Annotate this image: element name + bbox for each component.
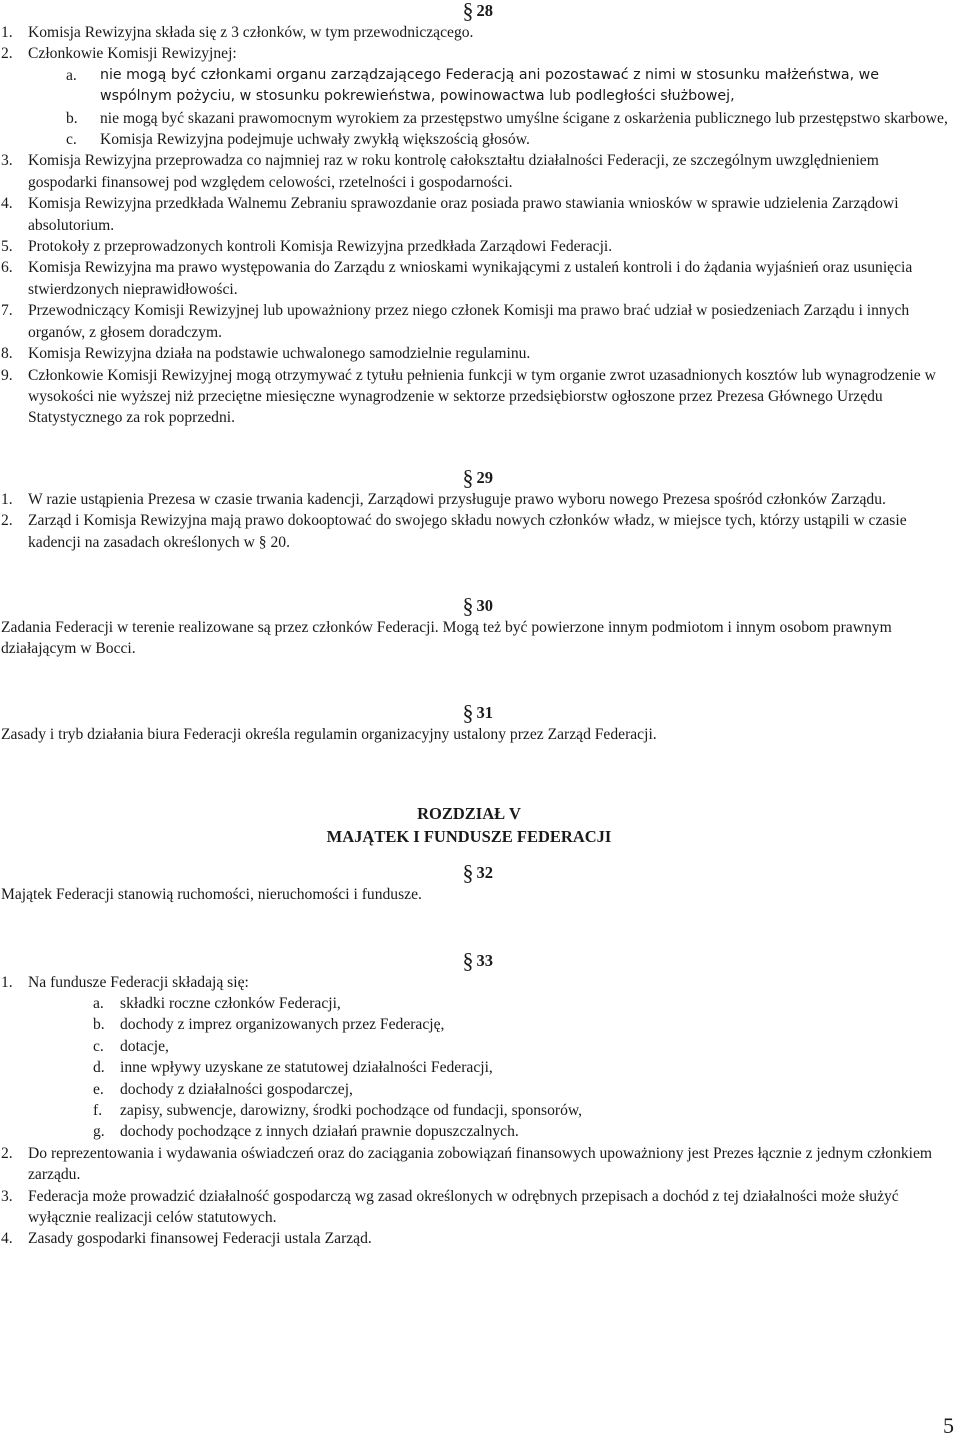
- item-text: Federacja może prowadzić działalność gospodarczą wg zasad określonych w odrębnych przepisach a dochód z tej działalności może służyć wyłącznie realizacji celów statutowych.: [28, 1187, 899, 1227]
- section-heading-29: [0, 464, 948, 490]
- list-item: [0, 365, 948, 429]
- item-letter: b.: [66, 109, 78, 127]
- sub-list-item: [66, 65, 948, 108]
- paragraph-text: Zadania Federacji w terenie realizowane są przez członków Federacji. Mogą też być powierzone innym podmiotom i innym osobom prawnym działającym w Bocci.: [1, 618, 892, 658]
- sub-list-item: [93, 1079, 948, 1100]
- section-heading-32: [0, 862, 948, 884]
- section-number: 32: [476, 863, 493, 883]
- sub-list-item: [93, 1100, 948, 1121]
- item-text: Zarząd i Komisja Rewizyjna mają prawo dokooptować do swojego składu nowych członków władz, w miejsce tych, którzy ustąpili w czasie kadencji na zasadach określonych w § 20.: [28, 512, 907, 551]
- section-number: 30: [476, 595, 493, 615]
- item-number: 4.: [1, 195, 13, 213]
- list-item: [0, 343, 948, 364]
- item-text: Komisja Rewizyjna składa się z 3 członków, w tym przewodniczącego.: [28, 24, 474, 41]
- item-number: 3.: [1, 1187, 13, 1205]
- section-sign: §: [462, 0, 474, 23]
- item-letter: a.: [66, 66, 77, 84]
- item-letter: c.: [66, 131, 77, 149]
- section-heading-33: [0, 947, 948, 973]
- section-sign: §: [462, 699, 474, 725]
- item-number: 2.: [1, 1144, 13, 1162]
- section-number: 29: [476, 467, 493, 487]
- item-text: dochody z działalności gospodarczej,: [120, 1080, 353, 1098]
- item-text: nie mogą być skazani prawomocnym wyrokiem za przestępstwo umyślne ścigane z oskarżenia publicznego lub przestępstwo skarbowe,: [100, 109, 948, 127]
- list-item: [0, 193, 948, 236]
- section-number: 33: [476, 950, 493, 970]
- section-number: 31: [476, 702, 493, 722]
- list-item: [0, 510, 948, 553]
- item-text: Komisja Rewizyjna działa na podstawie uchwalonego samodzielnie regulaminu.: [28, 345, 531, 363]
- sub-list-item: [93, 1057, 948, 1078]
- item-text: nie mogą być członkami organu zarządzającego Federacją ani pozostawać z nimi w stosunku małżeństwa, we wspólnym pożyciu, w stosunku pokrewieństwa, powinowactwa lub podległości służbowej,: [100, 66, 879, 105]
- item-number: 7.: [1, 302, 13, 320]
- list-item: [0, 1186, 948, 1229]
- item-number: 6.: [1, 259, 13, 277]
- sub-list-item: [93, 993, 948, 1014]
- sub-list-item: [66, 108, 948, 129]
- list-item: [0, 1143, 948, 1186]
- item-number: 8.: [1, 345, 13, 363]
- item-text: Członkowie Komisji Rewizyjnej mogą otrzymywać z tytułu pełnienia funkcji w tym organie zwrot uzasadnionych kosztów lub wynagrodzenie w wysokości nie wyższej niż przeciętne miesięczne wynagrodzenie w sektorze przedsiębiorstw ogłoszone przez Prezesa Głównego Urzędu Statystycznego za rok poprzedni.: [28, 366, 936, 427]
- item-number: 9.: [1, 366, 13, 384]
- paragraph-text: Zasady i tryb działania biura Federacji określa regulamin organizacyjny ustalony przez Zarząd Federacji.: [1, 725, 657, 743]
- item-text: inne wpływy uzyskane ze statutowej działalności Federacji,: [120, 1059, 493, 1077]
- item-text: Przewodniczący Komisji Rewizyjnej lub upoważniony przez niego członek Komisji ma prawo brać udział w posiedzeniach Zarządu i innych organów, z głosem doradczym.: [28, 302, 910, 341]
- item-letter: d.: [93, 1059, 105, 1077]
- item-text: Komisja Rewizyjna ma prawo występowania do Zarządu z wnioskami wynikającymi z ustaleń kontroli i do żądania wyjaśnień oraz usunięcia stwierdzonych nieprawidłowości.: [28, 259, 913, 298]
- section-heading-28: [0, 0, 948, 22]
- list-item: [0, 489, 948, 510]
- item-text: Do reprezentowania i wydawania oświadczeń oraz do zaciągania zobowiązań finansowych upoważniony jest Prezes łącznie z jednym członkiem zarządu.: [28, 1144, 933, 1184]
- item-text: dochody pochodzące z innych działań prawnie dopuszczalnych.: [120, 1123, 519, 1141]
- section-sign: §: [462, 860, 474, 886]
- item-number: 2.: [1, 45, 13, 63]
- chapter-subtitle: MAJĄTEK I FUNDUSZE FEDERACJI: [326, 827, 612, 847]
- item-number: 2.: [1, 512, 13, 530]
- section-sign: §: [462, 464, 474, 490]
- sub-list-item: [93, 1036, 948, 1057]
- item-text: dotacje,: [120, 1037, 169, 1055]
- item-text: Zasady gospodarki finansowej Federacji ustala Zarząd.: [28, 1230, 372, 1248]
- section-sign: §: [462, 592, 474, 618]
- item-text: W razie ustąpienia Prezesa w czasie trwania kadencji, Zarządowi przysługuje prawo wyboru nowego Prezesa spośród członków Zarządu.: [28, 490, 886, 508]
- list-item: [0, 257, 948, 300]
- item-number: 1.: [1, 490, 13, 508]
- page-number: 5: [943, 1413, 954, 1438]
- sub-list-item: [66, 129, 948, 150]
- section-sign: §: [462, 947, 474, 973]
- item-text: Członkowie Komisji Rewizyjnej:: [28, 45, 237, 63]
- sub-list-item: [93, 1014, 948, 1035]
- item-text: Komisja Rewizyjna przeprowadza co najmniej raz w roku kontrolę całokształtu działalności Federacji, ze szczególnym uwzględnieniem gospodarki finansowej pod względem celowości, rzetelności i gospodarności.: [28, 152, 879, 191]
- item-text: Komisja Rewizyjna podejmuje uchwały zwykłą większością głosów.: [100, 131, 530, 149]
- section-number: 28: [476, 1, 493, 20]
- list-item: [0, 972, 948, 993]
- item-letter: c.: [93, 1037, 104, 1055]
- item-number: 3.: [1, 152, 13, 170]
- section-heading-30: [0, 592, 948, 618]
- item-number: 1.: [1, 973, 13, 991]
- list-item: [0, 300, 948, 343]
- item-letter: a.: [93, 994, 104, 1012]
- item-number: 4.: [1, 1230, 13, 1248]
- section-heading-31: [0, 699, 948, 725]
- item-letter: f.: [93, 1102, 103, 1119]
- list-item: [0, 43, 948, 64]
- item-number: 5.: [1, 238, 13, 256]
- item-text: Na fundusze Federacji składają się:: [28, 973, 249, 991]
- item-text: składki roczne członków Federacji,: [120, 994, 341, 1012]
- item-number: 1.: [1, 24, 13, 41]
- list-item: [0, 150, 948, 193]
- item-text: dochody z imprez organizowanych przez Federację,: [120, 1016, 445, 1034]
- paragraph-text: Majątek Federacji stanowią ruchomości, nieruchomości i fundusze.: [1, 886, 422, 904]
- list-item: [0, 22, 948, 43]
- list-item: [0, 236, 948, 257]
- item-text: Komisja Rewizyjna przedkłada Walnemu Zebraniu sprawozdanie oraz posiada prawo stawiania wniosków w sprawie udzielenia Zarządowi absolutorium.: [28, 195, 899, 234]
- item-text: Protokoły z przeprowadzonych kontroli Komisja Rewizyjna przedkłada Zarządowi Federacji.: [28, 238, 613, 256]
- sub-list-item: [93, 1121, 948, 1142]
- item-letter: g.: [93, 1123, 105, 1141]
- list-item: [0, 1228, 948, 1249]
- item-letter: b.: [93, 1016, 105, 1034]
- item-text: zapisy, subwencje, darowizny, środki pochodzące od fundacji, sponsorów,: [120, 1102, 583, 1119]
- item-letter: e.: [93, 1080, 104, 1098]
- chapter-title: ROZDZIAŁ V: [417, 804, 521, 824]
